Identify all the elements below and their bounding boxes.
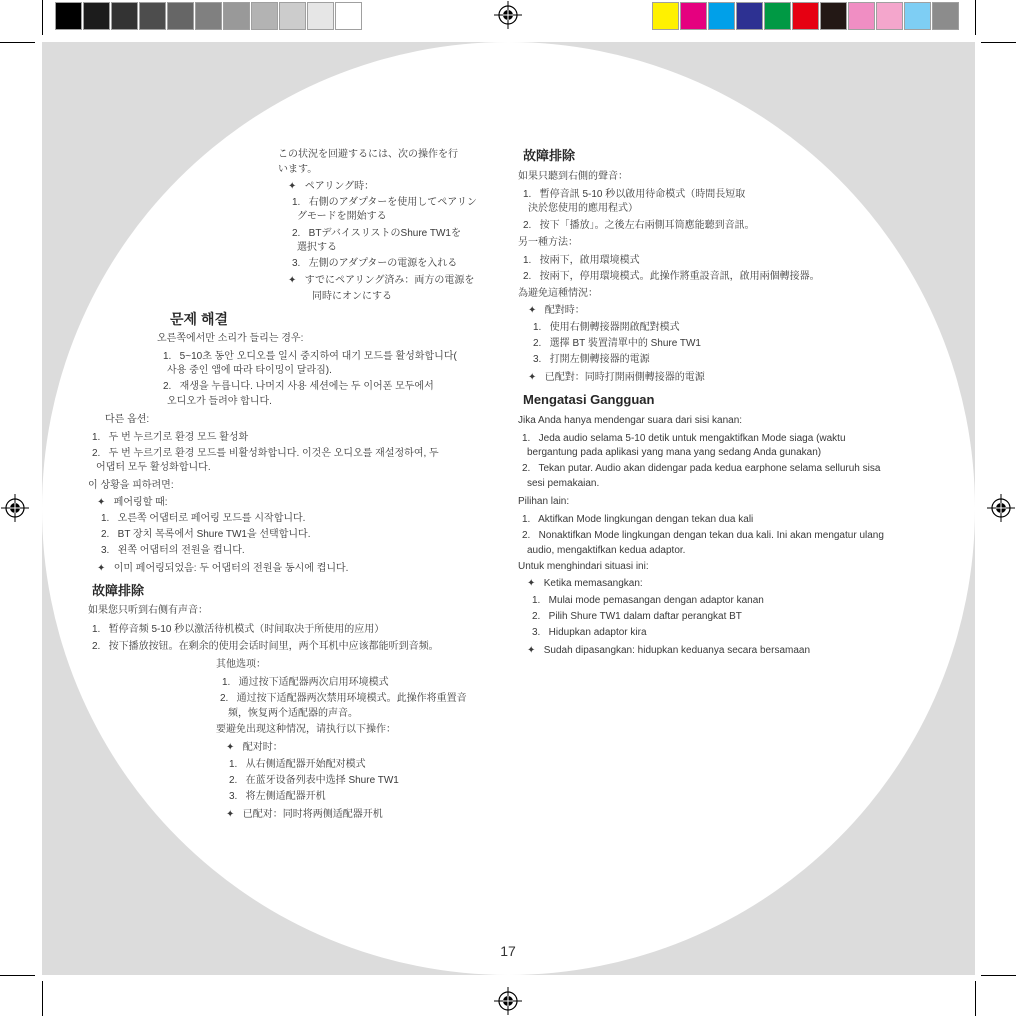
zh-hans-step-1: 1. 暂停音频 5-10 秒以激活待机模式（时间取决于所使用的应用）: [92, 624, 385, 635]
zh-hans-step-2: 2. 按下播放按钮。在剩余的使用会话时间里，两个耳机中应该都能听到音频。: [92, 641, 439, 652]
gray-swatch: [167, 2, 194, 30]
ja-step-2: 2. BTデバイスリストのShure TW1を: [292, 228, 461, 239]
color-swatch: [736, 2, 763, 30]
ko-pair-step-1: 1. 오른쪽 어댑터로 페어링 모드를 시작합니다.: [101, 513, 306, 524]
color-swatch: [792, 2, 819, 30]
id-condition: Jika Anda hanya mendengar suara dari sisi kanan:: [518, 415, 743, 426]
zh-hant-pair-step-1: 1. 使用右側轉接器開啟配對模式: [533, 322, 680, 333]
ja-step-3: 3. 左側のアダプターの電源を入れる: [292, 258, 458, 269]
gray-swatch: [251, 2, 278, 30]
id-option-2-cont: audio, mengaktifkan kedua adaptor.: [527, 545, 686, 556]
id-pair-step-3: 3. Hidupkan adaptor kira: [532, 627, 647, 638]
id-step-1: 1. Jeda audio selama 5-10 detik untuk mengaktifkan Mode siaga (waktu: [522, 433, 846, 444]
zh-hans-pair-step-1: 1. 从右侧适配器开始配对模式: [229, 759, 366, 770]
zh-hans-option-2: 2. 通过按下适配器两次禁用环境模式。此操作将重置音: [220, 693, 467, 704]
ko-step-1-cont: 사용 중인 앱에 따라 타이밍이 달라짐).: [167, 365, 332, 376]
registration-mark-icon: [493, 986, 523, 1016]
ko-step-1: 1. 5~10초 동안 오디오를 일시 중지하여 대기 모드를 활성화합니다(: [163, 351, 457, 362]
gray-swatch: [279, 2, 306, 30]
id-step-2-cont: sesi pemakaian.: [527, 478, 600, 489]
zh-hans-heading: 故障排除: [92, 583, 145, 598]
ko-avoid-intro: 이 상황을 피하려면:: [88, 480, 174, 491]
ja-step-1-cont: グモードを開始する: [297, 211, 387, 222]
id-other-options: Pilihan lain:: [518, 496, 570, 507]
crop-mark: [0, 42, 35, 43]
crop-mark: [975, 981, 976, 1016]
ko-option-2-cont: 어댑터 모두 활성화합니다.: [96, 462, 211, 473]
zh-hans-pair-step-3: 3. 将左侧适配器开机: [229, 791, 326, 802]
registration-mark-icon: [986, 493, 1016, 523]
id-option-1: 1. Aktifkan Mode lingkungan dengan tekan dua kali: [522, 514, 754, 525]
ko-heading: 문제 해결: [170, 311, 228, 327]
zh-hant-other-options: 另一種方法：: [518, 237, 578, 248]
crop-mark: [42, 0, 43, 35]
color-swatch: [708, 2, 735, 30]
zh-hans-bullet-already-paired: ✦ 已配对：同时将两侧适配器开机: [226, 809, 383, 820]
ja-bullet-pairing: ✦ ペアリング時：: [288, 181, 375, 192]
zh-hans-option-1: 1. 通过按下适配器两次启用环境模式: [222, 677, 389, 688]
zh-hant-step-1: 1. 暫停音訊 5-10 秒以啟用待命模式（時間長短取: [523, 189, 746, 200]
gray-swatch: [223, 2, 250, 30]
gray-swatch: [83, 2, 110, 30]
id-step-1-cont: bergantung pada aplikasi yang mana yang sedang Anda gunakan): [527, 447, 822, 458]
color-swatch: [904, 2, 931, 30]
zh-hant-heading: 故障排除: [523, 148, 576, 163]
id-option-2: 2. Nonaktifkan Mode lingkungan dengan tekan dua kali. Ini akan mengatur ulang: [522, 530, 884, 541]
ko-bullet-pairing: ✦ 페어링할 때:: [97, 497, 168, 508]
id-pair-step-2: 2. Pilih Shure TW1 dalam daftar perangkat BT: [532, 611, 742, 622]
zh-hant-option-1: 1. 按兩下，啟用環境模式: [523, 255, 640, 266]
zh-hans-condition: 如果您只听到右侧有声音：: [88, 605, 208, 616]
zh-hans-other-options: 其他选项：: [216, 659, 266, 670]
zh-hant-option-2: 2. 按兩下，停用環境模式。此操作將重設音訊，啟用兩個轉接器。: [523, 271, 820, 282]
zh-hant-pair-step-2: 2. 選擇 BT 裝置清單中的 Shure TW1: [533, 338, 701, 349]
zh-hant-step-2: 2. 按下「播放」。之後左右兩側耳筒應能聽到音訊。: [523, 220, 755, 231]
color-swatch: [932, 2, 959, 30]
zh-hans-pair-step-2: 2. 在蓝牙设备列表中选择 Shure TW1: [229, 775, 399, 786]
id-pair-step-1: 1. Mulai mode pemasangan dengan adaptor kanan: [532, 595, 764, 606]
color-swatch: [848, 2, 875, 30]
crop-mark: [975, 0, 976, 35]
gray-swatch: [195, 2, 222, 30]
ja-step-2-cont: 選択する: [297, 242, 337, 253]
zh-hant-pair-step-3: 3. 打開左側轉接器的電源: [533, 354, 650, 365]
ko-condition: 오른쪽에서만 소리가 들리는 경우:: [157, 333, 304, 344]
color-swatch: [820, 2, 847, 30]
gray-swatch: [111, 2, 138, 30]
crop-mark: [42, 981, 43, 1016]
color-swatch: [652, 2, 679, 30]
ja-bullet-already-paired-cont: 同時にオンにする: [312, 291, 392, 302]
crop-mark: [981, 42, 1016, 43]
zh-hant-step-1-cont: 決於您使用的應用程式）: [528, 203, 638, 214]
zh-hans-option-2-cont: 频，恢复两个适配器的声音。: [228, 708, 358, 719]
id-bullet-already-paired: ✦ Sudah dipasangkan: hidupkan keduanya secara bersamaan: [527, 645, 811, 656]
ko-option-1: 1. 두 번 누르기로 환경 모드 활성화: [92, 432, 249, 443]
registration-mark-icon: [493, 0, 523, 30]
id-heading: Mengatasi Gangguan: [523, 392, 655, 407]
zh-hant-bullet-already-paired: ✦ 已配對：同時打開兩側轉接器的電源: [528, 372, 705, 383]
ko-step-2-cont: 오디오가 들려야 합니다.: [167, 396, 272, 407]
gray-swatch: [139, 2, 166, 30]
color-swatch: [764, 2, 791, 30]
gray-swatch: [55, 2, 82, 30]
registration-mark-icon: [0, 493, 30, 523]
zh-hans-avoid-intro: 要避免出现这种情况，请执行以下操作：: [216, 724, 396, 735]
ja-intro-line: この状況を回避するには、次の操作を行: [278, 149, 458, 160]
page-number: 17: [500, 943, 516, 959]
zh-hans-bullet-pairing: ✦ 配对时：: [226, 742, 283, 753]
color-swatch: [876, 2, 903, 30]
ko-bullet-already-paired: ✦ 이미 페어링되었음: 두 어댑터의 전원을 동시에 켭니다.: [97, 563, 349, 574]
ja-intro-line: います。: [278, 164, 318, 175]
id-step-2: 2. Tekan putar. Audio akan didengar pada kedua earphone selama selluruh sisa: [522, 463, 881, 474]
ko-pair-step-3: 3. 왼쪽 어댑터의 전원을 켭니다.: [101, 545, 245, 556]
zh-hant-bullet-pairing: ✦ 配對時：: [528, 305, 585, 316]
gray-swatch: [335, 2, 362, 30]
crop-mark: [0, 975, 35, 976]
ja-step-1: 1. 右側のアダプターを使用してペアリン: [292, 197, 477, 208]
id-avoid-intro: Untuk menghindari situasi ini:: [518, 561, 649, 572]
ko-option-2: 2. 두 번 누르기로 환경 모드를 비활성화합니다. 이것은 오디오를 재설정하여, 두: [92, 448, 439, 459]
ko-other-options: 다른 옵션:: [105, 414, 150, 425]
ja-bullet-already-paired: ✦ すでにペアリング済み：両方の電源を: [288, 275, 475, 286]
ko-step-2: 2. 재생을 누릅니다. 나머지 사용 세션에는 두 이어폰 모두에서: [163, 381, 434, 392]
ko-pair-step-2: 2. BT 장치 목록에서 Shure TW1을 선택합니다.: [101, 529, 311, 540]
id-bullet-pairing: ✦ Ketika memasangkan:: [527, 578, 643, 589]
zh-hant-condition: 如果只聽到右側的聲音：: [518, 171, 628, 182]
zh-hant-avoid-intro: 為避免這種情況：: [518, 288, 598, 299]
crop-mark: [981, 975, 1016, 976]
gray-swatch: [307, 2, 334, 30]
color-swatch: [680, 2, 707, 30]
circular-leaflet: [42, 42, 975, 975]
